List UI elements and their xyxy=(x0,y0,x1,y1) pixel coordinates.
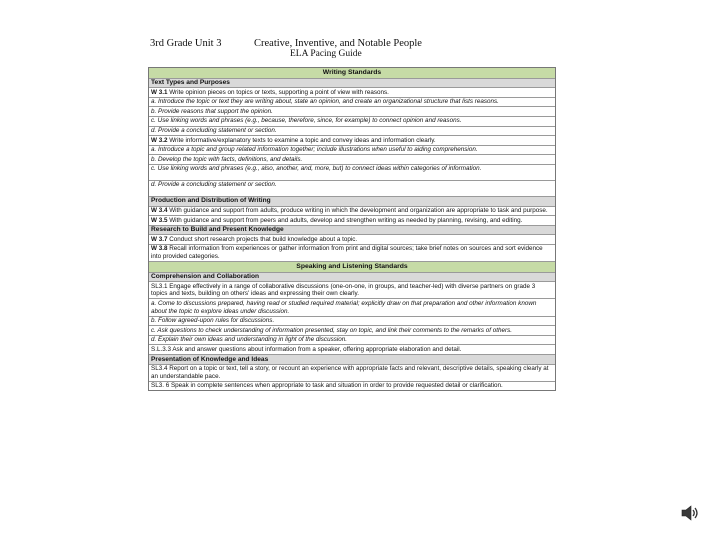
standard-w32b: b. Develop the topic with facts, definitions, and details. xyxy=(149,155,555,165)
grade-unit-label: 3rd Grade Unit 3 xyxy=(150,38,222,49)
standard-sl31d: d. Explain their own ideas and understanding in light of the discussion. xyxy=(149,336,555,346)
standard-sl31: SL3.1 Engage effectively in a range of collaborative discussions (one-on-one, in groups, and teacher-led) with diverse partners on grade 3 topics and texts, building on others' ideas and expressing their own clearly. xyxy=(149,282,555,299)
standard-w34 xyxy=(149,207,555,217)
standard-code: W 3.2 xyxy=(151,136,168,144)
standards-table xyxy=(148,67,556,391)
writing-standards-band: Writing Standards xyxy=(149,68,555,79)
section-research: Research to Build and Present Knowledge xyxy=(149,226,555,236)
pacing-guide-subtitle: ELA Pacing Guide xyxy=(290,49,362,59)
standard-text: Recall information from experiences or gather information from print and digital sources; take brief notes on sources and sort evidence into provided categories. xyxy=(151,245,543,260)
unit-title: Creative, Inventive, and Notable People xyxy=(254,38,422,49)
standard-code: W 3.5 xyxy=(151,216,168,224)
section-text-types: Text Types and Purposes xyxy=(149,79,555,89)
standard-code: W 3.4 xyxy=(151,207,168,215)
standard-w32 xyxy=(149,136,555,146)
standard-w31b: b. Provide reasons that support the opinion. xyxy=(149,107,555,117)
standard-sl31b: b. Follow agreed-upon rules for discussions. xyxy=(149,317,555,327)
standard-sl34: SL3.4 Report on a topic or text, tell a story, or recount an experience with appropriate facts and relevant, descriptive details, speaking clearly at an understandable pace. xyxy=(149,365,555,382)
standard-sl36: SL3. 6 Speak in complete sentences when appropriate to task and situation in order to provide requested detail or clarification. xyxy=(151,382,503,390)
standard-w31c: c. Use linking words and phrases (e.g., because, therefore, since, for example) to connect opinion and reasons. xyxy=(149,117,555,127)
section-production: Production and Distribution of Writing xyxy=(149,197,555,207)
standard-code: W 3.8 xyxy=(151,245,168,253)
standard-w37 xyxy=(149,235,555,245)
standard-w32d: d. Provide a concluding statement or section. xyxy=(149,181,555,197)
speaking-standards-band: Speaking and Listening Standards xyxy=(149,262,555,273)
standard-w31a: a. Introduce the topic or text they are writing about, state an opinion, and create an organizational structure that lists reasons. xyxy=(149,98,555,108)
standard-text: With guidance and support from peers and adults, develop and strengthen writing as needed by planning, revising, and editing. xyxy=(167,216,523,224)
section-comprehension: Comprehension and Collaboration xyxy=(149,273,555,283)
standard-w31 xyxy=(149,88,555,98)
standard-sl31c: c. Ask questions to check understanding of information presented, stay on topic, and link their comments to the remarks of others. xyxy=(149,326,555,336)
speaker-icon[interactable] xyxy=(680,503,700,523)
standard-sl33: S.L.3.3 Ask and answer questions about information from a speaker, offering appropriate elaboration and detail. xyxy=(149,345,555,355)
standard-text: Write informative/explanatory texts to examine a topic and convey ideas and information clearly. xyxy=(167,136,436,144)
standard-w38 xyxy=(149,245,555,262)
standard-sl31a: a. Come to discussions prepared, having read or studied required material; explicitly draw on that preparation and other information known about the topic to explore ideas under discussion. xyxy=(149,299,555,316)
standard-w32a: a. Introduce a topic and group related information together; include illustrations when useful to aiding comprehension. xyxy=(149,146,555,156)
speaker-icon-graphic xyxy=(680,503,700,523)
standard-w32c: c. Use linking words and phrases (e.g., also, another, and, more, but) to connect ideas within categories of information. xyxy=(149,165,555,181)
standard-w35 xyxy=(149,216,555,226)
section-presentation: Presentation of Knowledge and Ideas xyxy=(149,355,555,365)
standard-text: Conduct short research projects that build knowledge about a topic. xyxy=(167,235,358,243)
standard-text: Write opinion pieces on topics or texts, supporting a point of view with reasons. xyxy=(167,88,389,96)
standard-code: W 3.1 xyxy=(151,88,168,96)
standard-code: W 3.7 xyxy=(151,235,168,243)
standard-text: With guidance and support from adults, produce writing in which the development and organization are appropriate to task and purpose. xyxy=(167,207,548,215)
standard-w31d: d. Provide a concluding statement or section. xyxy=(149,127,555,137)
